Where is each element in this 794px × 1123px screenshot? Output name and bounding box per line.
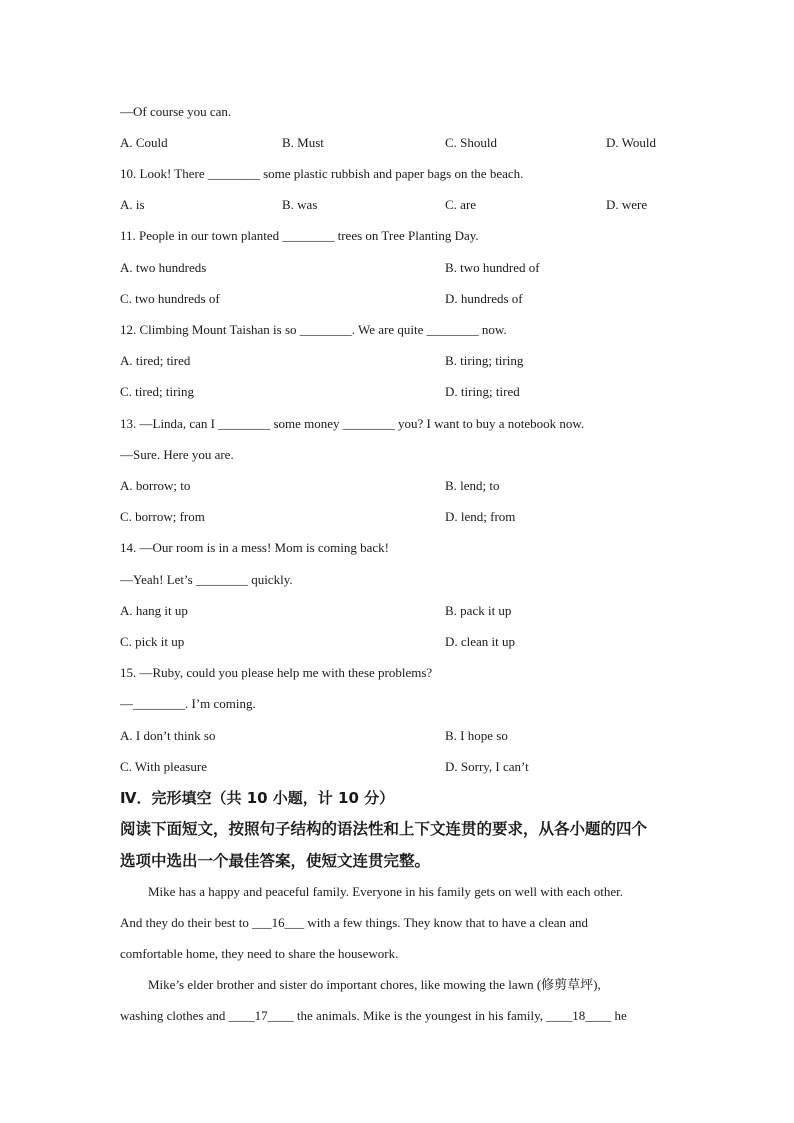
option-b: B. tiring; tiring — [445, 353, 524, 368]
passage-line: And they do their best to ___16___ with a few things. They know that to have a clean and — [120, 915, 589, 930]
option-b: B. was — [282, 197, 318, 212]
option-a: A. I don’t think so — [120, 728, 216, 743]
option-c: C. pick it up — [120, 634, 185, 649]
question-13: 13. —Linda, can I ________ some money ________ you? I want to buy a notebook now. — [120, 416, 585, 431]
question-15: 15. —Ruby, could you please help me with these problems? — [120, 665, 433, 680]
dialogue-line: —Of course you can. — [120, 104, 232, 119]
option-c: C. two hundreds of — [120, 291, 220, 306]
option-b: B. Must — [282, 135, 324, 150]
option-b: B. I hope so — [445, 728, 508, 743]
question-14: 14. —Our room is in a mess! Mom is coming back! — [120, 540, 389, 555]
option-d: D. lend; from — [445, 509, 516, 524]
option-d: D. clean it up — [445, 634, 516, 649]
passage-line: washing clothes and ____17____ the animals. Mike is the youngest in his family, ____18____ he — [120, 1008, 627, 1023]
option-b: B. lend; to — [445, 478, 500, 493]
passage-line: Mike’s elder brother and sister do important chores, like mowing the lawn (修剪草坪), — [148, 977, 601, 992]
passage-line: Mike has a happy and peaceful family. Everyone in his family gets on well with each other. — [148, 884, 623, 899]
question-12: 12. Climbing Mount Taishan is so ________. We are quite ________ now. — [120, 322, 507, 337]
option-c: C. are — [445, 197, 477, 212]
option-a: A. hang it up — [120, 603, 188, 618]
question-11: 11. People in our town planted ________ trees on Tree Planting Day. — [120, 228, 479, 243]
option-d: D. were — [606, 197, 648, 212]
dialogue-line: —________. I’m coming. — [120, 696, 256, 711]
section-heading: Ⅳ．完形填空（共 10 小题，计 10 分） — [120, 789, 395, 807]
option-a: A. two hundreds — [120, 260, 207, 275]
option-d: D. tiring; tired — [445, 384, 520, 399]
option-a: A. borrow; to — [120, 478, 191, 493]
option-c: C. borrow; from — [120, 509, 205, 524]
dialogue-line: —Sure. Here you are. — [120, 447, 234, 462]
option-c: C. tired; tiring — [120, 384, 195, 399]
passage-line: comfortable home, they need to share the housework. — [120, 946, 399, 961]
section-instruction: 阅读下面短文，按照句子结构的语法性和上下文连贯的要求，从各小题的四个 — [120, 820, 648, 838]
question-10: 10. Look! There ________ some plastic rubbish and paper bags on the beach. — [120, 166, 524, 181]
option-d: D. hundreds of — [445, 291, 523, 306]
option-c: C. With pleasure — [120, 759, 207, 774]
option-b: B. two hundred of — [445, 260, 540, 275]
option-b: B. pack it up — [445, 603, 512, 618]
option-a: A. tired; tired — [120, 353, 191, 368]
option-a: A. Could — [120, 135, 168, 150]
option-a: A. is — [120, 197, 145, 212]
option-d: D. Sorry, I can’t — [445, 759, 529, 774]
option-c: C. Should — [445, 135, 498, 150]
dialogue-line: —Yeah! Let’s ________ quickly. — [120, 572, 293, 587]
option-d: D. Would — [606, 135, 656, 150]
section-instruction: 选项中选出一个最佳答案，使短文连贯完整。 — [120, 852, 431, 870]
